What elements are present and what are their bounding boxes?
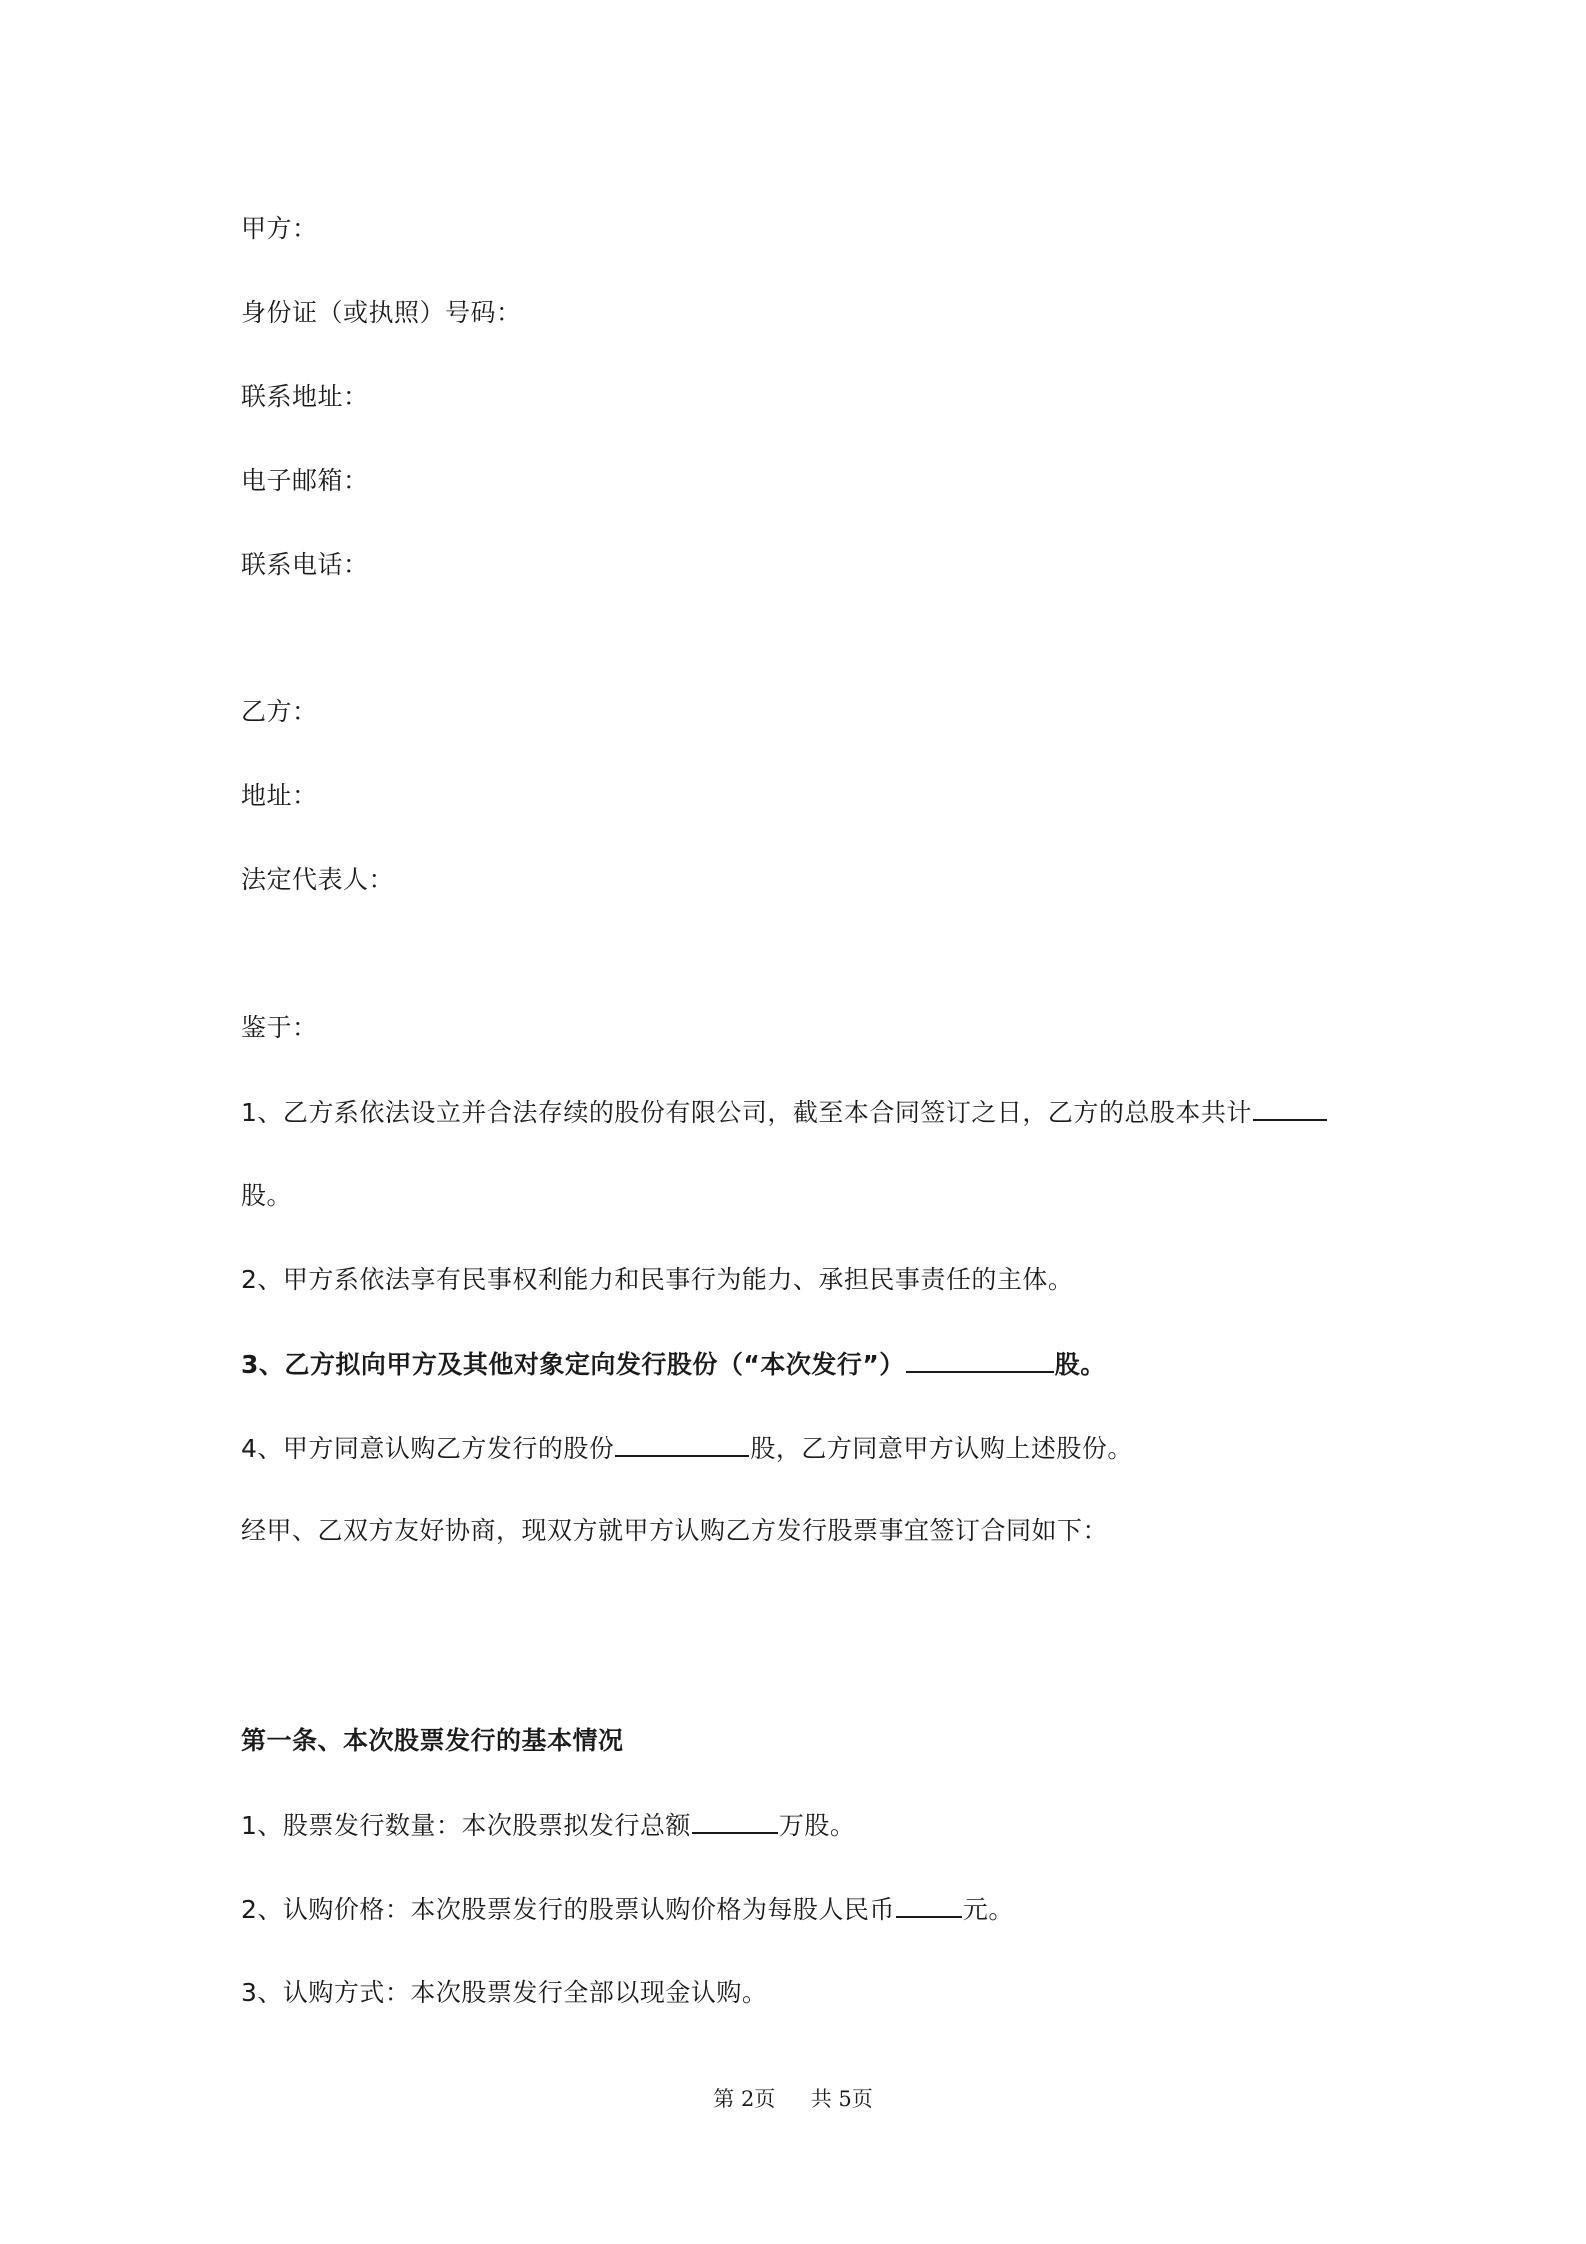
article-1-item-2-unit: 元。 <box>962 1895 1014 1924</box>
article-1-title: 第一条、本次股票发行的基本情况 <box>241 1726 624 1755</box>
page-total: 共 5页 <box>810 2087 873 2111</box>
party-a-id-label: 身份证（或执照）号码： <box>241 298 522 327</box>
blank-subscribe-shares <box>615 1431 749 1457</box>
whereas-item-1 <box>241 1095 1328 1130</box>
article-1-item-1-text: 1、股票发行数量：本次股票拟发行总额 <box>241 1811 691 1840</box>
party-a-label: 甲方： <box>241 214 318 243</box>
whereas-item-3-text: 3、乙方拟向甲方及其他对象定向发行股份（“本次发行”） <box>241 1350 905 1379</box>
party-b-label: 乙方： <box>241 697 318 726</box>
page-footer <box>0 2083 1586 2113</box>
party-b-address-label: 地址： <box>241 781 318 810</box>
whereas-heading: 鉴于： <box>241 1013 318 1042</box>
blank-issue-shares <box>906 1347 1054 1373</box>
article-1-item-2 <box>241 1892 1014 1927</box>
whereas-item-1-text: 1、乙方系依法设立并合法存续的股份有限公司，截至本合同签订之日，乙方的总股本共计 <box>241 1098 1252 1127</box>
party-a-email-label: 电子邮箱： <box>241 466 369 495</box>
whereas-item-1-cont: 股。 <box>241 1181 293 1210</box>
party-b-rep-label: 法定代表人： <box>241 865 395 894</box>
whereas-item-3-unit: 股。 <box>1054 1350 1106 1379</box>
article-1-item-3: 3、认购方式：本次股票发行全部以现金认购。 <box>241 1978 768 2007</box>
blank-total-shares <box>1253 1095 1327 1121</box>
party-a-address-label: 联系地址： <box>241 382 369 411</box>
page-number: 第 2页 <box>713 2087 776 2111</box>
blank-price <box>896 1892 962 1918</box>
article-1-item-1-unit: 万股。 <box>778 1811 856 1840</box>
whereas-item-4-text: 4、甲方同意认购乙方发行的股份 <box>241 1434 615 1463</box>
party-a-phone-label: 联系电话： <box>241 550 369 579</box>
whereas-item-2: 2、甲方系依法享有民事权利能力和民事行为能力、承担民事责任的主体。 <box>241 1265 1074 1294</box>
whereas-item-4-rest: 股，乙方同意甲方认购上述股份。 <box>750 1434 1133 1463</box>
whereas-item-3 <box>241 1347 1106 1382</box>
article-1-item-1 <box>241 1808 855 1843</box>
whereas-item-4 <box>241 1431 1133 1466</box>
blank-issue-total <box>692 1808 778 1834</box>
whereas-conclusion: 经甲、乙双方友好协商，现双方就甲方认购乙方发行股票事宜签订合同如下： <box>241 1516 1109 1545</box>
article-1-item-2-text: 2、认购价格：本次股票发行的股票认购价格为每股人民币 <box>241 1895 895 1924</box>
